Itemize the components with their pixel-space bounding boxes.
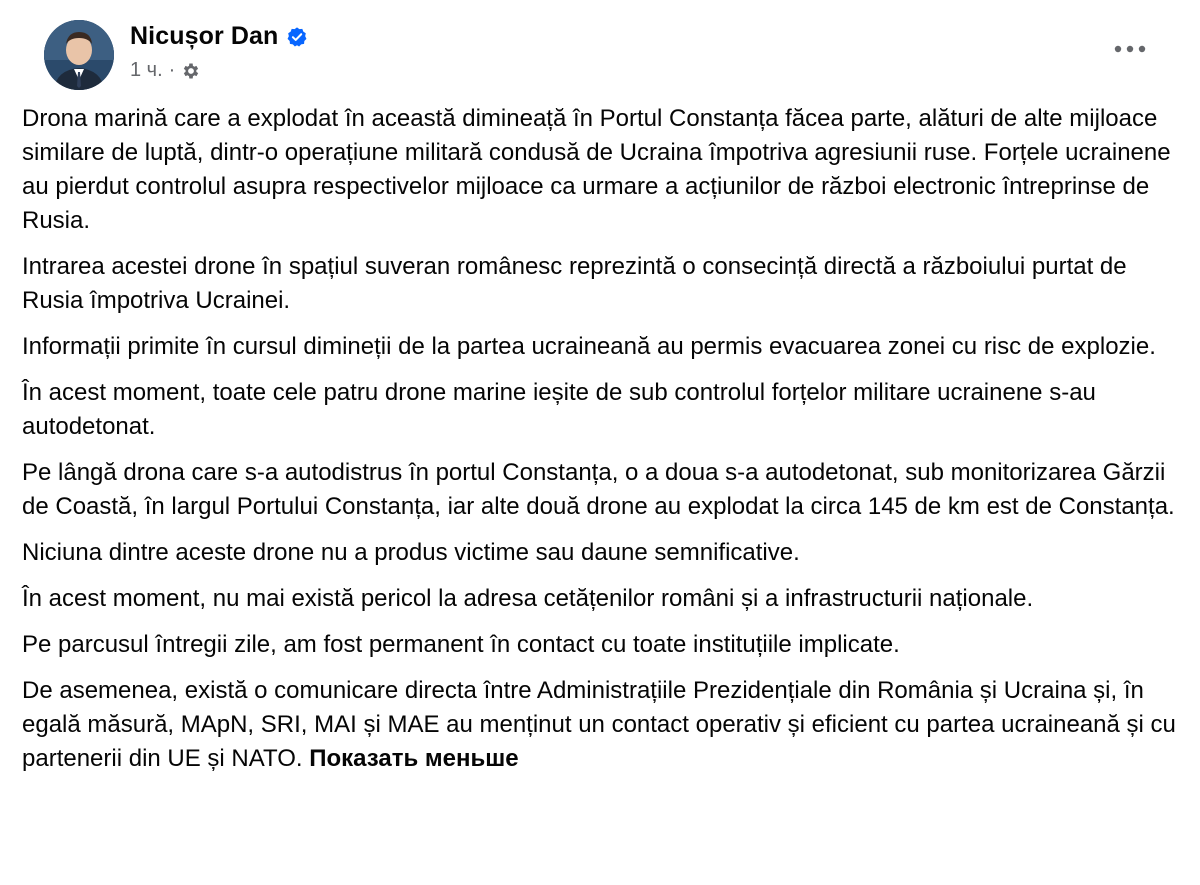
avatar-image: [44, 20, 114, 90]
verified-badge-icon: [286, 26, 308, 48]
see-less-link[interactable]: Показать меньше: [309, 745, 519, 772]
post-paragraph: Pe lângă drona care s-a autodistrus în portul Constanța, o a doua s-a autodetonat, sub monitorizarea Gărzii de Coastă, în largul Portului Constanța, iar alte două drone au explodat la circa 145 de km est de Constanța.: [22, 459, 1175, 520]
author-block: [130, 22, 308, 82]
post-timestamp[interactable]: 1 ч.: [130, 59, 163, 81]
post-paragraph: Intrarea acestei drone în spațiul suveran românesc reprezintă o consecință directă a războiului purtat de Rusia împotriva Ucrainei.: [22, 253, 1127, 314]
post-paragraph: Drona marină care a explodat în această dimineață în Portul Constanța făcea parte, alături de alte mijloace similare de luptă, dintr-o operațiune militară condusă de Ucraina împotriva agresiunii ruse. Forțele ucrainene au pierdut controlul asupra respectivelor mijloace ca urmare a acțiunilor de război electronic întreprinse de Rusia.: [22, 105, 1171, 234]
post-paragraph: În acest moment, toate cele patru drone marine ieșite de sub controlul forțelor militare ucrainene s-au autodetonat.: [22, 379, 1096, 440]
post-meta: [130, 59, 308, 82]
post-paragraph: Pe parcusul întregii zile, am fost permanent în contact cu toate instituțiile implicate.: [22, 631, 900, 658]
post-paragraph-text: De asemenea, există o comunicare directa între Administrațiile Prezidențiale din România și Ucraina și, în egală măsură, MApN, SRI, MAI și MAE au menținut un contact operativ și eficient cu partea ucraineană și cu partenerii din UE și NATO.: [22, 677, 1176, 772]
more-options-button[interactable]: [1110, 34, 1150, 64]
post-content: [22, 102, 1176, 776]
post-paragraph: Niciuna dintre aceste drone nu a produs victime sau daune semnificative.: [22, 539, 800, 566]
post-paragraph-last: [22, 674, 1176, 776]
gear-icon[interactable]: [181, 61, 201, 81]
post-paragraph: În acest moment, nu mai există pericol la adresa cetățenilor români și a infrastructurii naționale.: [22, 585, 1034, 612]
author-avatar[interactable]: [44, 20, 114, 90]
more-dots-icon: [1114, 45, 1146, 53]
post-paragraph: Informații primite în cursul dimineții de la partea ucraineană au permis evacuarea zonei cu risc de explozie.: [22, 333, 1156, 360]
author-row: [130, 22, 308, 51]
meta-separator: ·: [168, 59, 176, 81]
post-header: [22, 0, 1176, 102]
author-name[interactable]: Nicușor Dan: [130, 22, 279, 50]
